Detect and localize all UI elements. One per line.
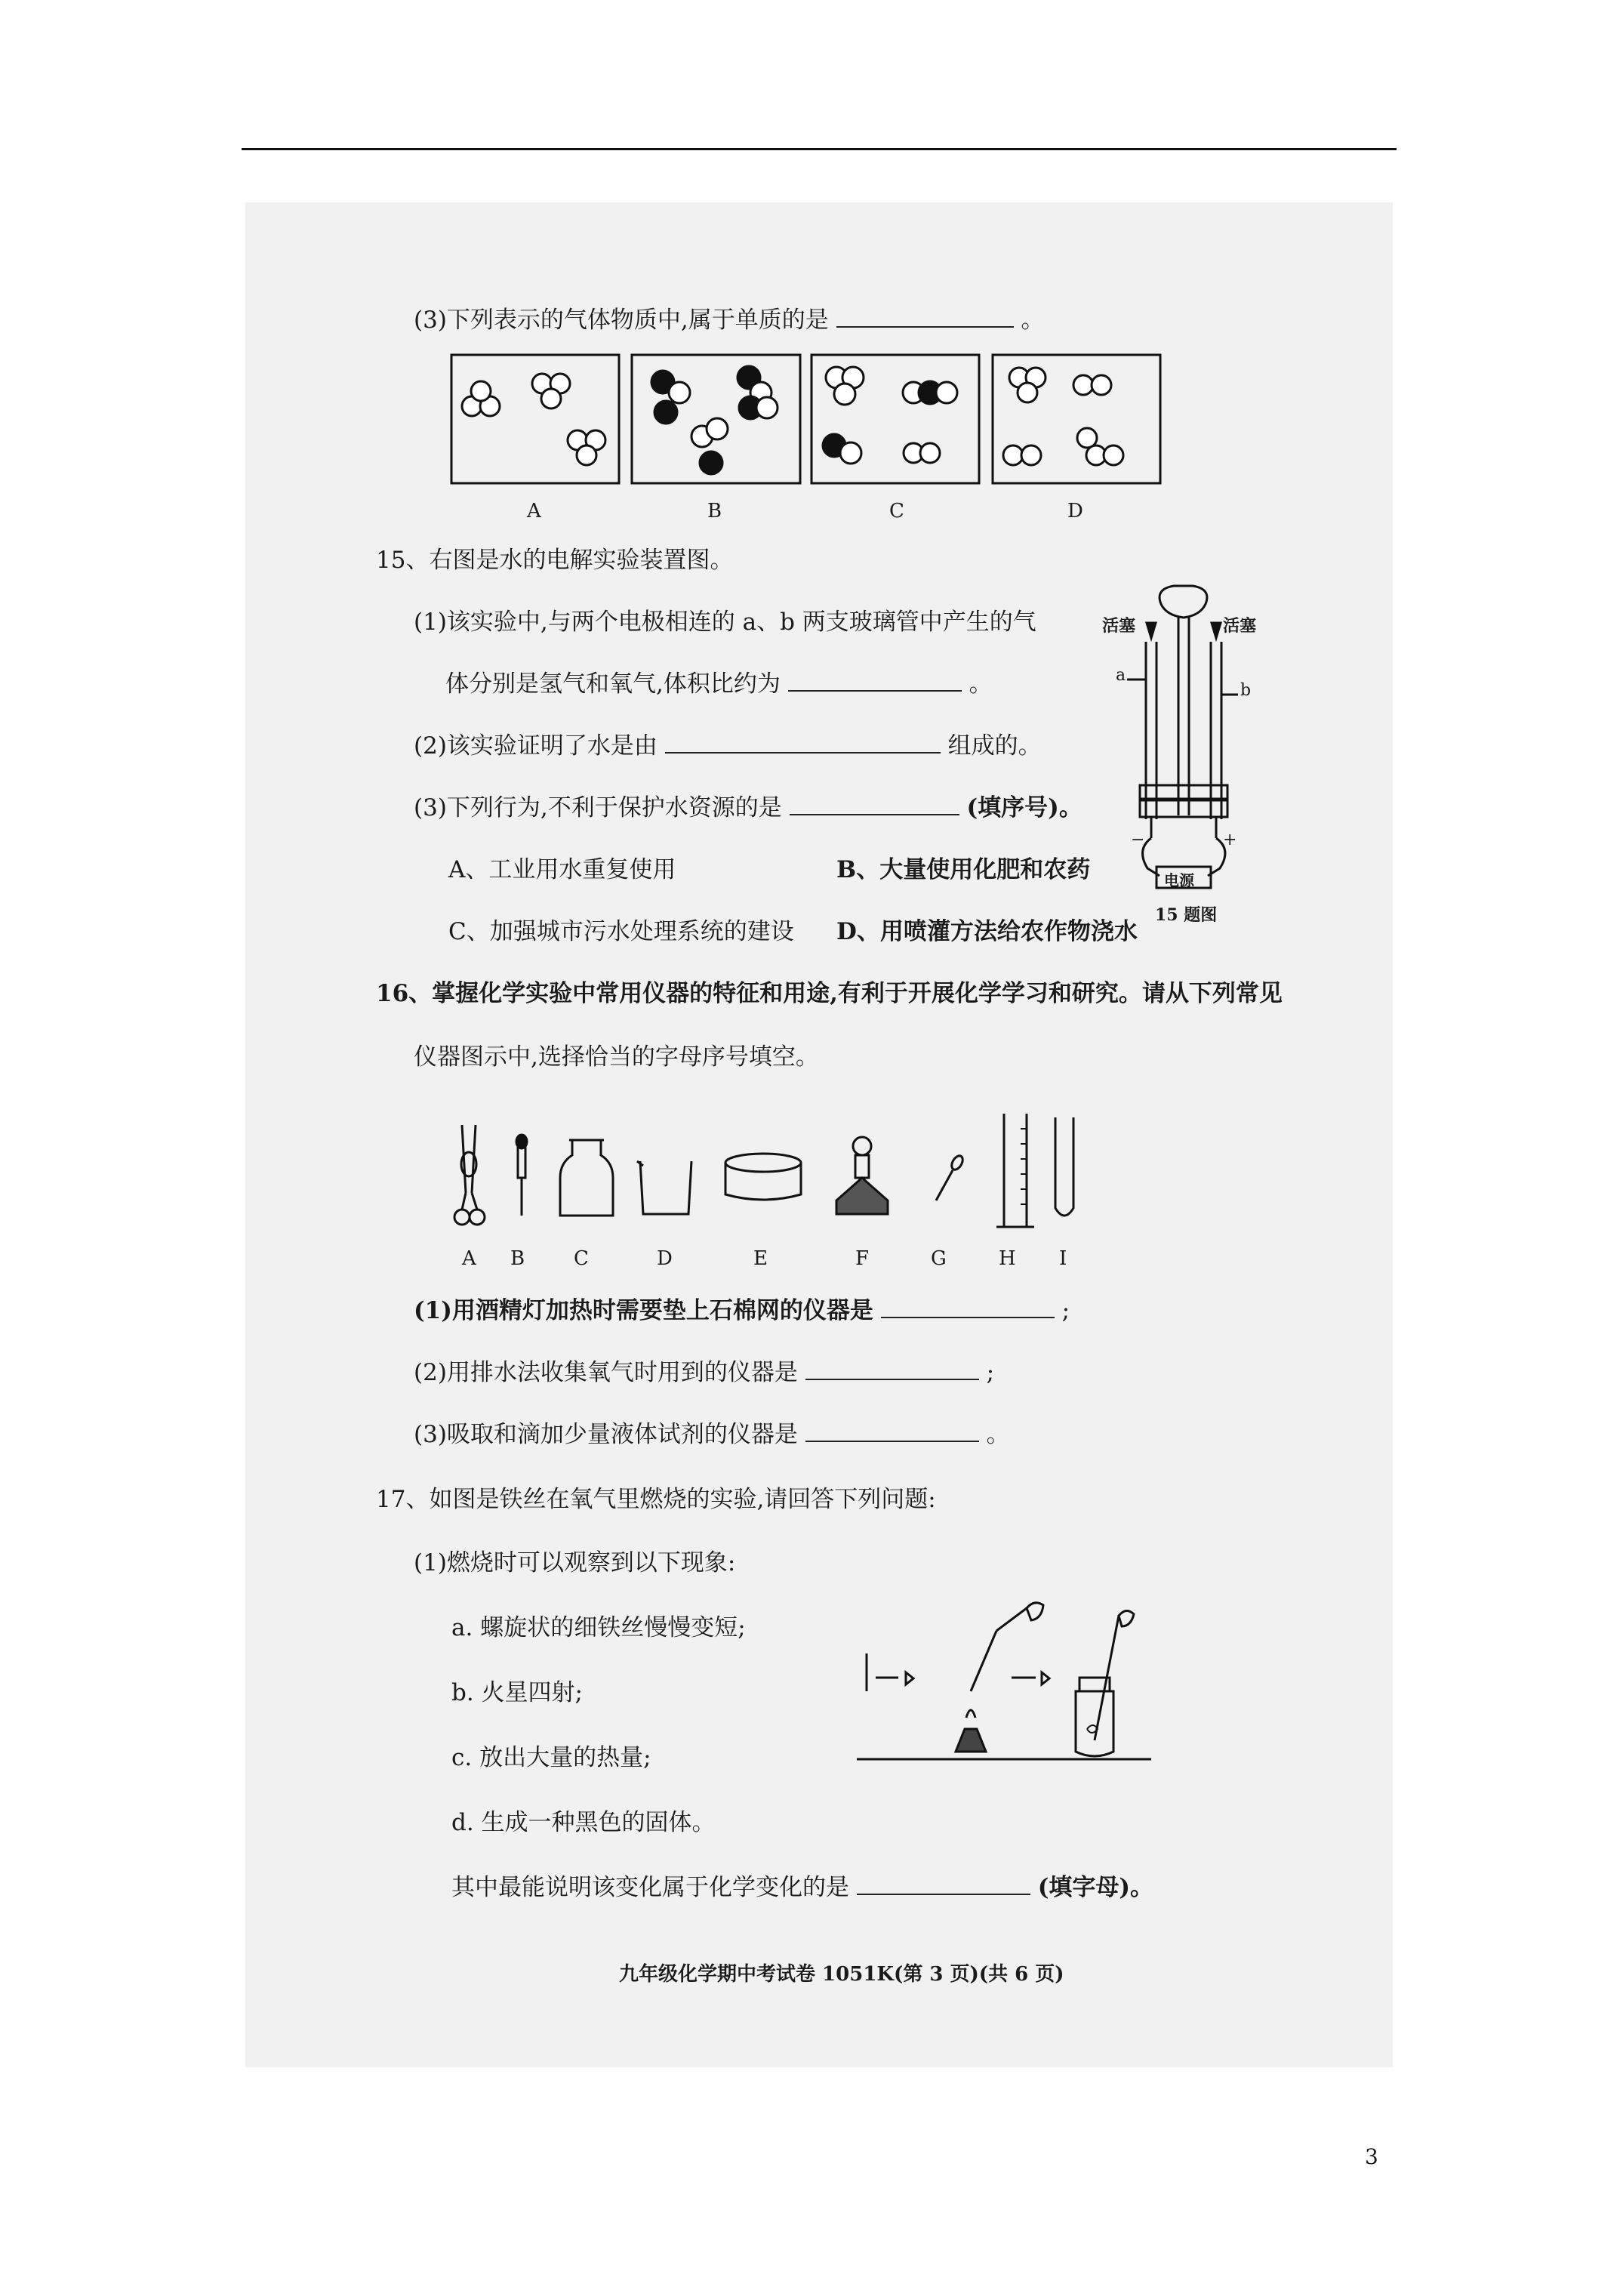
page-number: 3	[1365, 2144, 1378, 2169]
q15-option-c: C、加强城市污水处理系统的建设	[448, 918, 794, 945]
q15-option-a: A、工业用水重复使用	[448, 856, 676, 883]
instrument-label-b: B	[510, 1247, 525, 1270]
instrument-label-h: H	[999, 1247, 1016, 1270]
q14-3-question: (3)下列表示的气体物质中,属于单质的是 。	[414, 307, 1045, 334]
q17-phenomenon-c: c. 放出大量的热量;	[451, 1744, 651, 1771]
instrument-label-c: C	[574, 1247, 589, 1270]
option-label-c: C	[889, 500, 904, 522]
instrument-label-e: E	[753, 1247, 768, 1270]
figure-15-caption: 15 题图	[1155, 905, 1218, 925]
page-footer: 九年级化学期中考试卷 1051K(第 3 页)(共 6 页)	[619, 1963, 1064, 1986]
tube-b-label: b	[1240, 681, 1252, 700]
instrument-label-g: G	[931, 1247, 947, 1270]
q16-p2: (2)用排水法收集氧气时用到的仪器是 ;	[414, 1359, 995, 1386]
instrument-label-f: F	[855, 1247, 870, 1270]
instrument-label-a: A	[462, 1247, 476, 1270]
tube-a-label: a	[1116, 666, 1126, 685]
q15-title: 15、右图是水的电解实验装置图。	[376, 547, 734, 574]
q17-p1: (1)燃烧时可以观察到以下现象:	[414, 1549, 736, 1576]
stopcock-left-label: 活塞	[1102, 616, 1136, 636]
q17-phenomenon-a: a. 螺旋状的细铁丝慢慢变短;	[451, 1614, 746, 1641]
q17-title: 17、如图是铁丝在氧气里燃烧的实验,请回答下列问题:	[376, 1486, 936, 1513]
plus-sign: +	[1223, 831, 1237, 849]
minus-sign: −	[1131, 831, 1145, 849]
instrument-label-d: D	[657, 1247, 673, 1270]
option-label-a: A	[527, 500, 541, 522]
option-label-b: B	[707, 500, 722, 522]
q15-p3: (3)下列行为,不利于保护水资源的是 (填序号)。	[414, 794, 1083, 821]
q15-option-d: D、用喷灌方法给农作物浇水	[836, 918, 1138, 945]
q15-p1-line1: (1)该实验中,与两个电极相连的 a、b 两支玻璃管中产生的气	[414, 609, 1036, 636]
q15-option-b: B、大量使用化肥和农药	[836, 856, 1091, 883]
q17-phenomenon-b: b. 火星四射;	[451, 1679, 583, 1706]
stopcock-right-label: 活塞	[1223, 616, 1257, 636]
q17-phenomenon-d: d. 生成一种黑色的固体。	[451, 1809, 716, 1836]
q17-question: 其中最能说明该变化属于化学变化的是 (填字母)。	[451, 1874, 1154, 1901]
power-supply-label: 电源	[1164, 871, 1194, 889]
q16-p3: (3)吸取和滴加少量液体试剂的仪器是 。	[414, 1421, 1010, 1448]
instrument-label-i: I	[1059, 1247, 1067, 1270]
q16-p1: (1)用酒精灯加热时需要垫上石棉网的仪器是 ;	[414, 1297, 1070, 1324]
q16-title-line2: 仪器图示中,选择恰当的字母序号填空。	[414, 1043, 819, 1071]
q16-title: 16、掌握化学实验中常用仪器的特征和用途,有利于开展化学学习和研究。请从下列常见	[376, 980, 1283, 1007]
q15-p2: (2)该实验证明了水是由 组成的。	[414, 732, 1042, 760]
q15-p1-line2: 体分别是氢气和氧气,体积比约为 。	[445, 670, 993, 698]
option-label-d: D	[1067, 500, 1083, 522]
